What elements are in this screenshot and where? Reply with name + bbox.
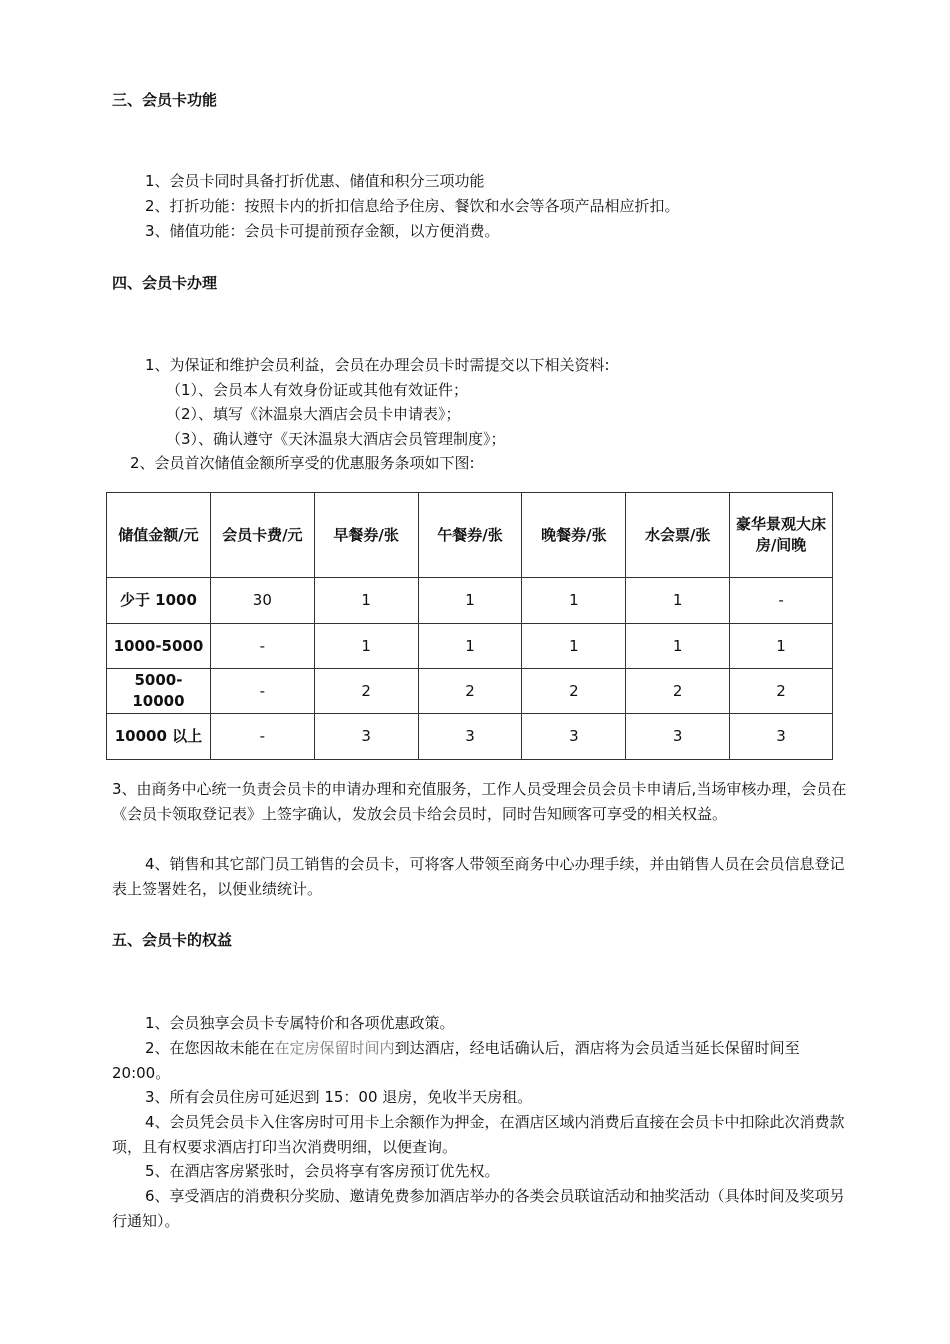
section-heading-card-functions: 三、会员卡功能 bbox=[112, 91, 218, 109]
column-header: 会员卡费/元 bbox=[210, 493, 314, 578]
table-cell: 1 bbox=[626, 624, 730, 669]
table-cell: 2 bbox=[522, 669, 626, 714]
table-cell: 10000 以上 bbox=[107, 714, 211, 760]
column-header: 晚餐券/张 bbox=[522, 493, 626, 578]
table-cell: 1 bbox=[626, 578, 730, 624]
text: 2、在您因故未能在 bbox=[145, 1039, 275, 1057]
table-cell: 3 bbox=[626, 714, 730, 760]
table-row bbox=[107, 714, 833, 760]
table-cell: 1 bbox=[522, 624, 626, 669]
text-gray: 在定房保留时间内 bbox=[274, 1039, 395, 1057]
column-header: 储值金额/元 bbox=[107, 493, 211, 578]
table-row bbox=[107, 624, 833, 669]
table-cell: 3 bbox=[314, 714, 418, 760]
text: 到达酒店，经电话确认后，酒店将为会员适当延长保留时间至 20:00。 bbox=[112, 1039, 800, 1082]
table-cell: - bbox=[210, 669, 314, 714]
list-item: 2、打折功能：按照卡内的折扣信息给予住房、餐饮和水会等各项产品相应折扣。 bbox=[145, 197, 680, 215]
table-cell: 3 bbox=[522, 714, 626, 760]
table-cell: 1 bbox=[314, 624, 418, 669]
column-header: 水会票/张 bbox=[626, 493, 730, 578]
sub-list-item: （2）、填写《沐温泉大酒店会员卡申请表》； bbox=[166, 405, 461, 423]
table-cell: 5000-10000 bbox=[107, 669, 211, 714]
table-cell: 2 bbox=[418, 669, 522, 714]
table-cell: 2 bbox=[626, 669, 730, 714]
column-header: 豪华景观大床房/间晚 bbox=[730, 493, 833, 578]
column-header: 午餐券/张 bbox=[418, 493, 522, 578]
paragraph: 5、在酒店客房紧张时，会员将享有客房预订优先权。 bbox=[145, 1162, 500, 1180]
column-header: 早餐券/张 bbox=[314, 493, 418, 578]
section-heading-card-benefits: 五、会员卡的权益 bbox=[112, 931, 233, 949]
table-cell: - bbox=[210, 714, 314, 760]
table-header-row bbox=[107, 493, 833, 578]
sub-list-item: （3）、确认遵守《天沐温泉大酒店会员管理制度》； bbox=[166, 430, 506, 448]
paragraph bbox=[112, 1036, 852, 1085]
list-item: 1、为保证和维护会员利益，会员在办理会员卡时需提交以下相关资料: bbox=[145, 356, 610, 374]
list-item: 1、会员卡同时具备打折优惠、储值和积分三项功能 bbox=[145, 172, 485, 190]
table-cell: 2 bbox=[730, 669, 833, 714]
table-cell: - bbox=[730, 578, 833, 624]
list-item: 3、储值功能：会员卡可提前预存金额，以方便消费。 bbox=[145, 222, 500, 240]
paragraph: 4、会员凭会员卡入住客房时可用卡上余额作为押金，在酒店区域内消费后直接在会员卡中扣除此次消费款项，且有权要求酒店打印当次消费明细，以便查询。 bbox=[112, 1113, 845, 1156]
paragraph: 4、销售和其它部门员工销售的会员卡，可将客人带领至商务中心办理手续，并由销售人员在会员信息登记表上签署姓名，以便业绩统计。 bbox=[112, 855, 845, 898]
table-cell: 1000-5000 bbox=[107, 624, 211, 669]
table-cell: 1 bbox=[730, 624, 833, 669]
paragraph: 6、享受酒店的消费积分奖励、邀请免费参加酒店举办的各类会员联谊活动和抽奖活动（具体时间及奖项另行通知）。 bbox=[112, 1187, 845, 1230]
benefits-table bbox=[106, 492, 833, 760]
table-cell: 1 bbox=[522, 578, 626, 624]
list-item: 2、会员首次储值金额所享受的优惠服务条项如下图: bbox=[130, 454, 475, 472]
paragraph: 1、会员独享会员卡专属特价和各项优惠政策。 bbox=[145, 1014, 455, 1032]
sub-list-item: （1）、会员本人有效身份证或其他有效证件； bbox=[166, 381, 469, 399]
paragraph: 3、由商务中心统一负责会员卡的申请办理和充值服务，工作人员受理会员会员卡申请后,当场审核办理，会员在《会员卡领取登记表》上签字确认，发放会员卡给会员时，同时告知顾客可享受的相关权益。 bbox=[112, 780, 847, 823]
table-cell: 1 bbox=[418, 578, 522, 624]
table-cell: 1 bbox=[314, 578, 418, 624]
table-cell: 30 bbox=[210, 578, 314, 624]
table-cell: 少于 1000 bbox=[107, 578, 211, 624]
table-cell: 2 bbox=[314, 669, 418, 714]
paragraph: 3、所有会员住房可延迟到 15：00 退房，免收半天房租。 bbox=[145, 1088, 533, 1106]
table-row bbox=[107, 669, 833, 714]
table-cell: 3 bbox=[730, 714, 833, 760]
table-cell: - bbox=[210, 624, 314, 669]
table-row bbox=[107, 578, 833, 624]
table-cell: 3 bbox=[418, 714, 522, 760]
table-cell: 1 bbox=[418, 624, 522, 669]
section-heading-card-application: 四、会员卡办理 bbox=[112, 274, 218, 292]
